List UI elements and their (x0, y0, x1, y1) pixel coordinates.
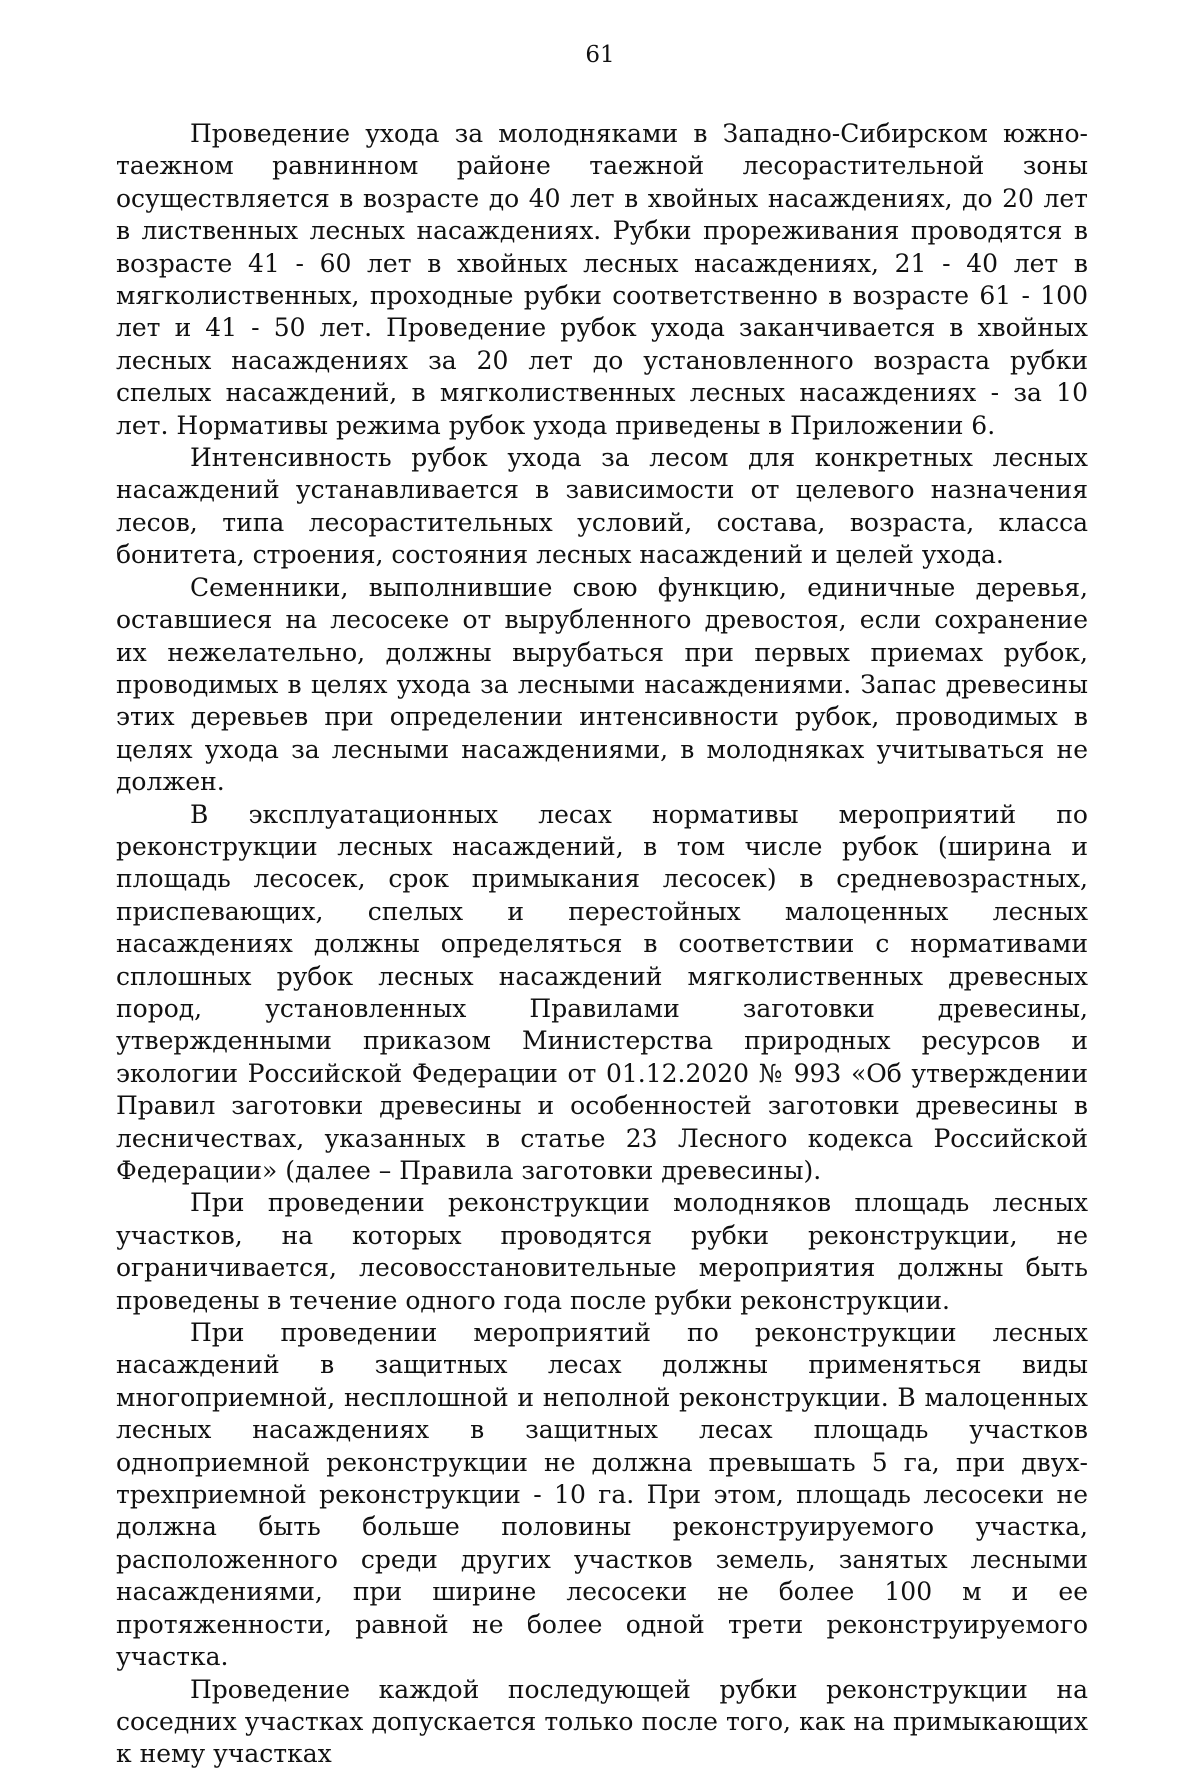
page-number: 61 (585, 42, 615, 68)
paragraph-young-stands-care: Проведение ухода за молодняками в Западно-Сибирском южно-таежном равнинном районе таежной лесорастительной зоны осуществляется в возрасте до 40 лет в хвойных насаждениях, до 20 лет в лиственных лесных насаждениях. Рубки прореживания проводятся в возрасте 41 - 60 лет в хвойных лесных насаждениях, 21 - 40 лет в мягколиственных, проходные рубки соответственно в возрасте 61 - 100 лет и 41 - 50 лет. Проведение рубок ухода заканчивается в хвойных лесных насаждениях за 20 лет до установленного возраста рубки спелых насаждений, в мягколиственных лесных насаждениях - за 10 лет. Нормативы режима рубок ухода приведены в Приложении 6. (116, 119, 1088, 440)
paragraph-young-stands-reconstruction: При проведении реконструкции молодняков площадь лесных участков, на которых проводятся рубки реконструкции, не ограничивается, лесовосстановительные мероприятия должны быть проведены в течение одного года после рубки реконструкции. (116, 1188, 1088, 1315)
paragraph-protective-forests: При проведении мероприятий по реконструкции лесных насаждений в защитных лесах должны применяться виды многоприемной, несплошной и неполной реконструкции. В малоценных лесных насаждениях в защитных лесах площадь участков одноприемной реконструкции не должна превышать 5 га, при двух-трехприемной реконструкции - 10 га. При этом, площадь лесосеки не должна быть больше половины реконструируемого участка, расположенного среди других участков земель, занятых лесными насаждениями, при ширине лесосеки не более 100 м и ее протяженности, равной не более одной трети реконструируемого участка. (116, 1318, 1088, 1672)
paragraph-thinning-intensity: Интенсивность рубок ухода за лесом для конкретных лесных насаждений устанавливается в зависимости от целевого назначения лесов, типа лесорастительных условий, состава, возраста, класса бонитета, строения, состояния лесных насаждений и целей ухода. (116, 443, 1088, 570)
paragraph-seed-trees: Семенники, выполнившие свою функцию, единичные деревья, оставшиеся на лесосеке от вырубленного древостоя, если сохранение их нежелательно, должны вырубаться при первых приемах рубок, проводимых в целях ухода за лесными насаждениями. Запас древесины этих деревьев при определении интенсивности рубок, проводимых в целях ухода за лесными насаждениями, в молодняках учитываться не должен. (116, 572, 1088, 797)
paragraph-subsequent-felling: Проведение каждой последующей рубки реконструкции на соседних участках допускается только после того, как на примыкающих к нему участках (116, 1674, 1088, 1769)
paragraph-reconstruction-standards: В эксплуатационных лесах нормативы мероприятий по реконструкции лесных насаждений, в том числе рубок (ширина и площадь лесосек, срок примыкания лесосек) в средневозрастных, приспевающих, спелых и перестойных малоценных лесных насаждениях должны определяться в соответствии с нормативами сплошных рубок лесных насаждений мягколиственных древесных пород, установленных Правилами заготовки древесины, утвержденными приказом Министерства природных ресурсов и экологии Российской Федерации от 01.12.2020 № 993 «Об утверждении Правил заготовки древесины и особенностей заготовки древесины в лесничествах, указанных в статье 23 Лесного кодекса Российской Федерации» (далее – Правила заготовки древесины). (116, 799, 1088, 1185)
document-body (116, 118, 1088, 1771)
